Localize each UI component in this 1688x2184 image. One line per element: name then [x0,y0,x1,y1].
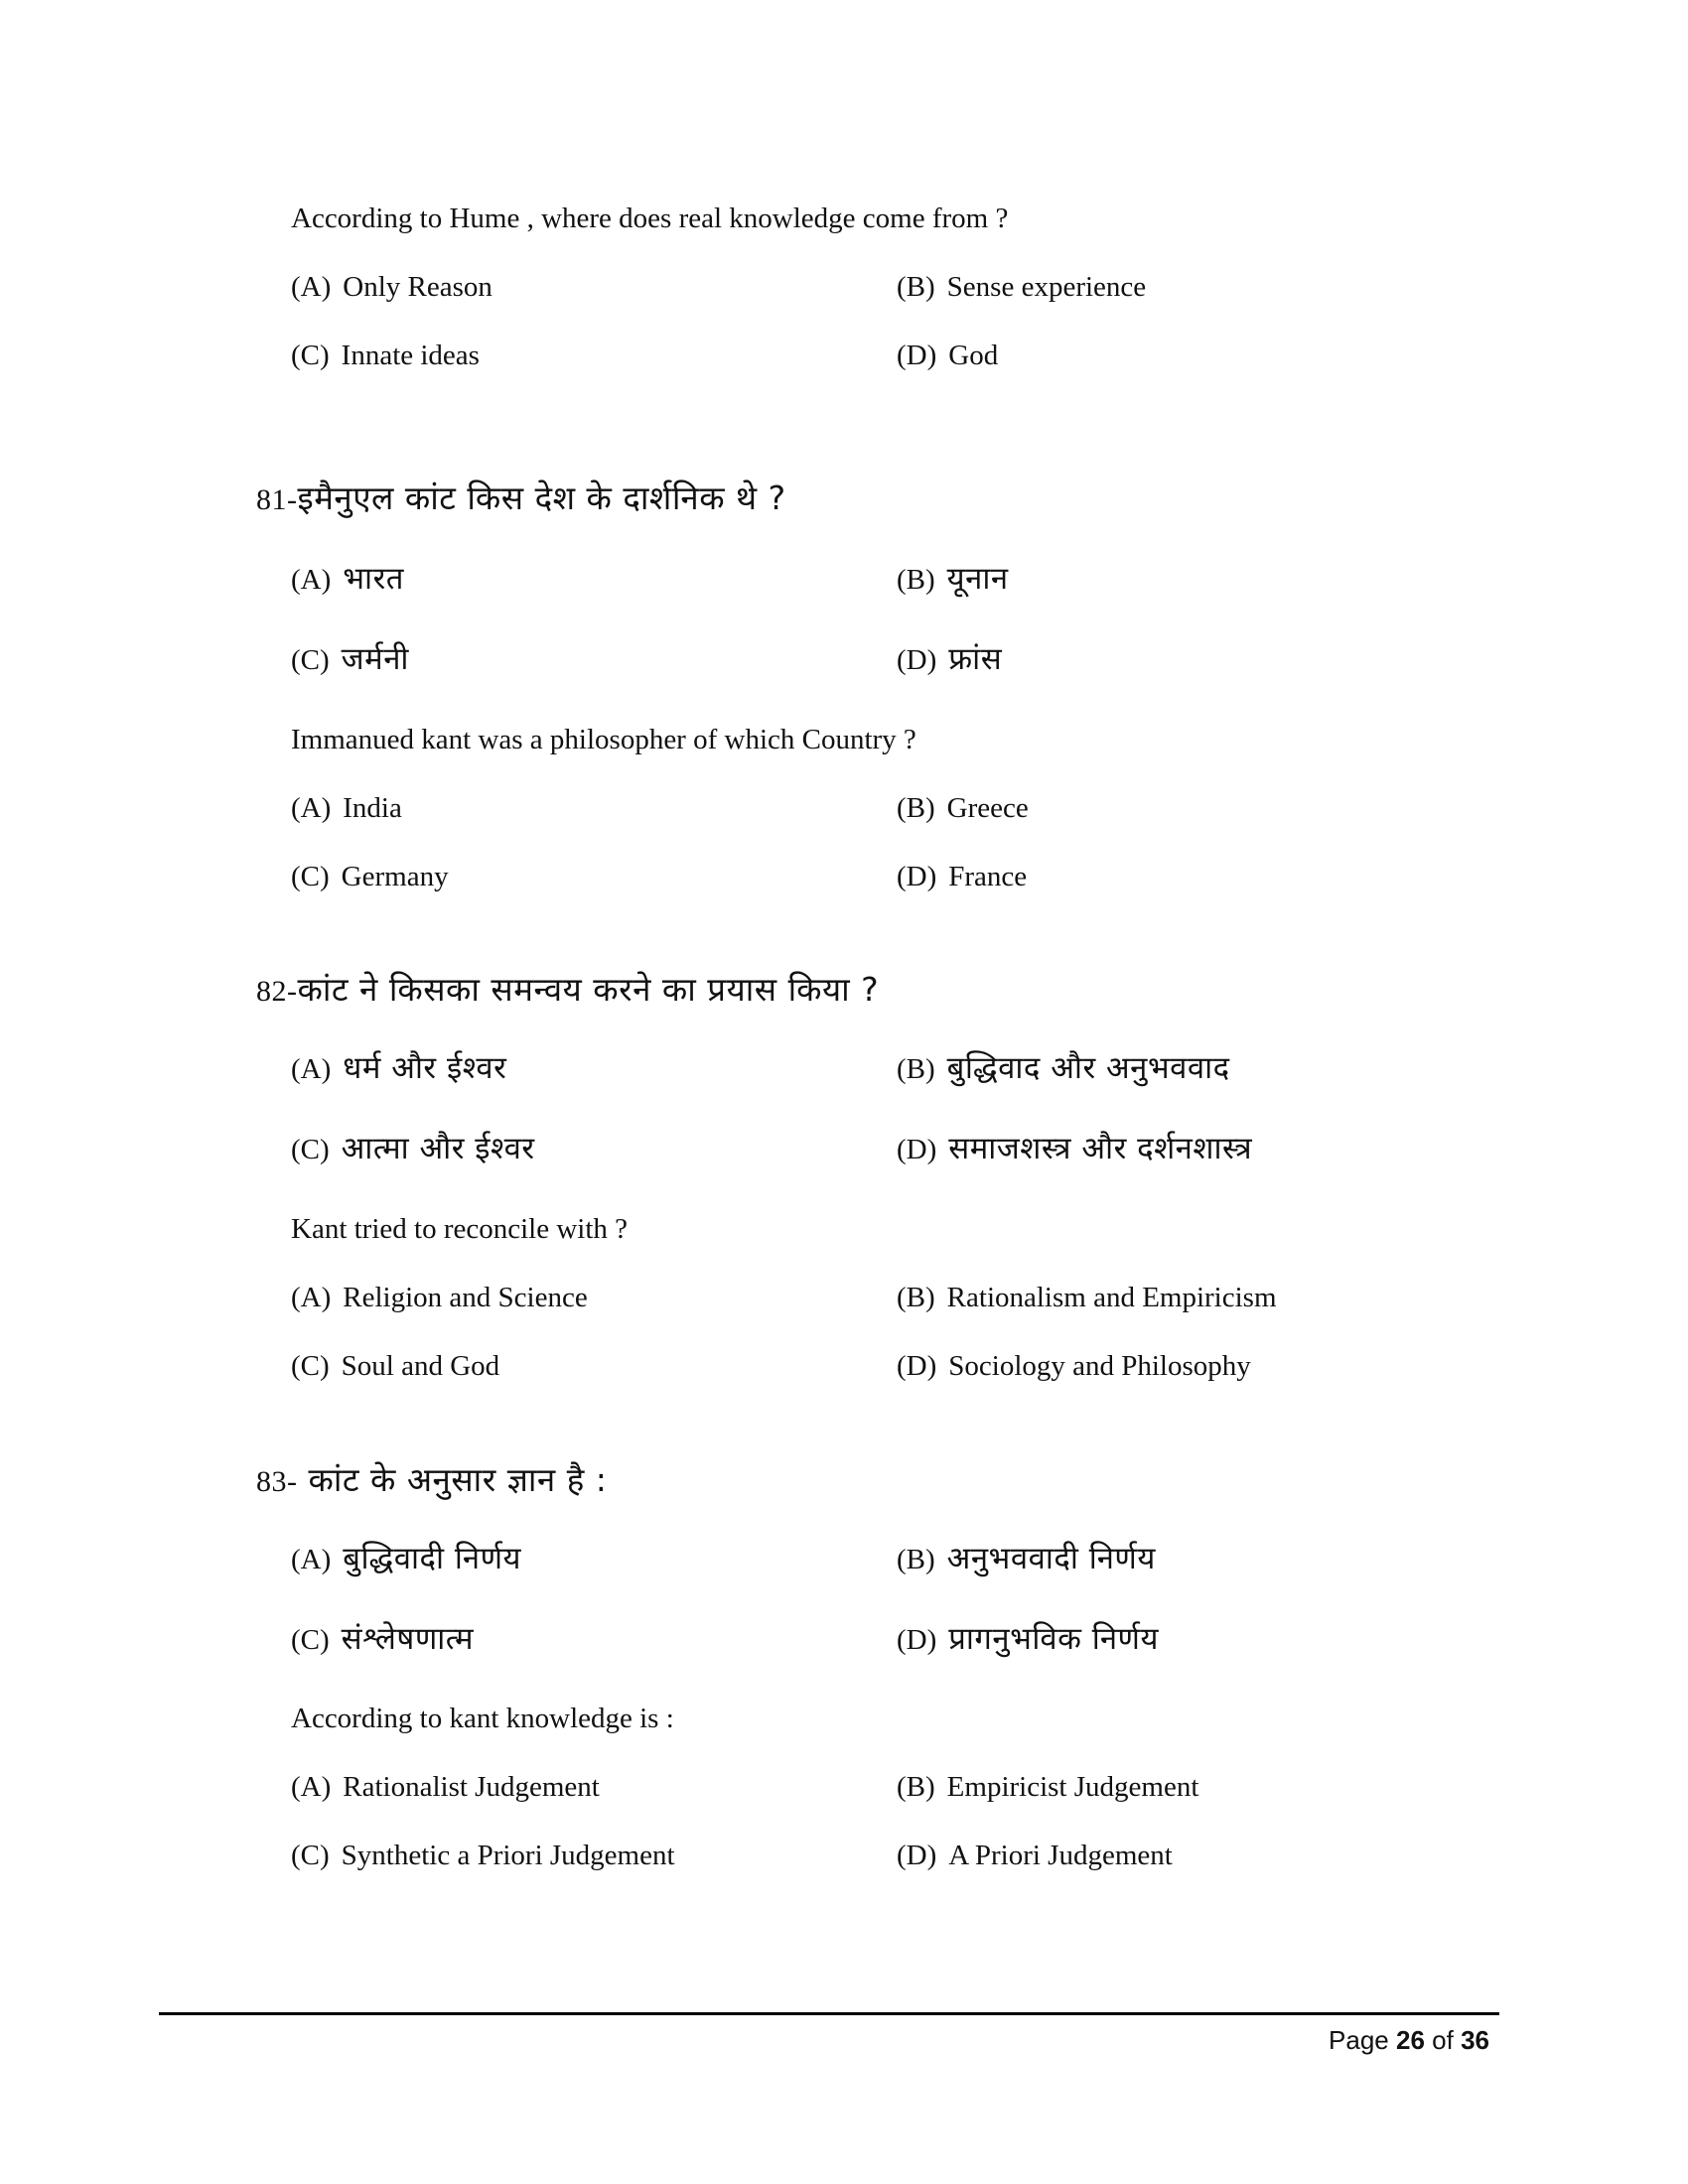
option-c: (C) Synthetic a Priori Judgement [291,1840,675,1871]
footer-divider [159,2012,1499,2015]
option-d: (D) God [897,340,999,371]
option-c-hindi: (C) जर्मनी [291,641,409,677]
option-b: (B) Empiricist Judgement [897,1771,1199,1803]
option-a-hindi: (A) भारत [291,561,404,597]
option-b: (B) Rationalism and Empiricism [897,1282,1277,1313]
option-b-hindi: (B) यूनान [897,561,1009,597]
option-a: (A) Religion and Science [291,1282,588,1313]
option-a: (A) India [291,792,402,824]
option-a: (A) Rationalist Judgement [291,1771,600,1803]
option-a-hindi: (A) बुद्धिवादी निर्णय [291,1541,522,1576]
option-a-hindi: (A) धर्म और ईश्वर [291,1050,507,1086]
option-c-hindi: (C) आत्मा और ईश्वर [291,1131,535,1166]
option-b-hindi: (B) बुद्धिवाद और अनुभववाद [897,1050,1230,1086]
option-b: (B) Sense experience [897,271,1147,303]
option-d-hindi: (D) फ्रांस [897,641,1003,677]
option-a: (A) Only Reason [291,271,492,303]
option-c: (C) Innate ideas [291,340,480,371]
question-81-hindi: 81-इमैनुएल कांट किस देश के दार्शनिक थे ? [256,478,786,517]
question-83-hindi: 83- कांट के अनुसार ज्ञान है : [256,1460,608,1499]
question-82-english: Kant tried to reconcile with ? [291,1213,629,1245]
option-d: (D) A Priori Judgement [897,1840,1173,1871]
question-83-english: According to kant knowledge is : [291,1703,674,1734]
question-81-english: Immanued kant was a philosopher of which Country ? [291,724,916,755]
option-c: (C) Germany [291,861,449,892]
option-d: (D) France [897,861,1028,892]
question-80-english: According to Hume , where does real knowledge come from ? [291,203,1009,234]
option-d-hindi: (D) प्रागनुभविक निर्णय [897,1621,1159,1657]
option-d: (D) Sociology and Philosophy [897,1350,1251,1382]
option-d-hindi: (D) समाजशस्त्र और दर्शनशास्त्र [897,1131,1253,1166]
option-b-hindi: (B) अनुभववादी निर्णय [897,1541,1156,1576]
option-b: (B) Greece [897,792,1029,824]
option-c: (C) Soul and God [291,1350,500,1382]
page-number: Page 26 of 36 [1329,2025,1489,2055]
question-82-hindi: 82-कांट ने किसका समन्वय करने का प्रयास किया ? [256,970,880,1009]
option-c-hindi: (C) संश्लेषणात्म [291,1621,475,1657]
